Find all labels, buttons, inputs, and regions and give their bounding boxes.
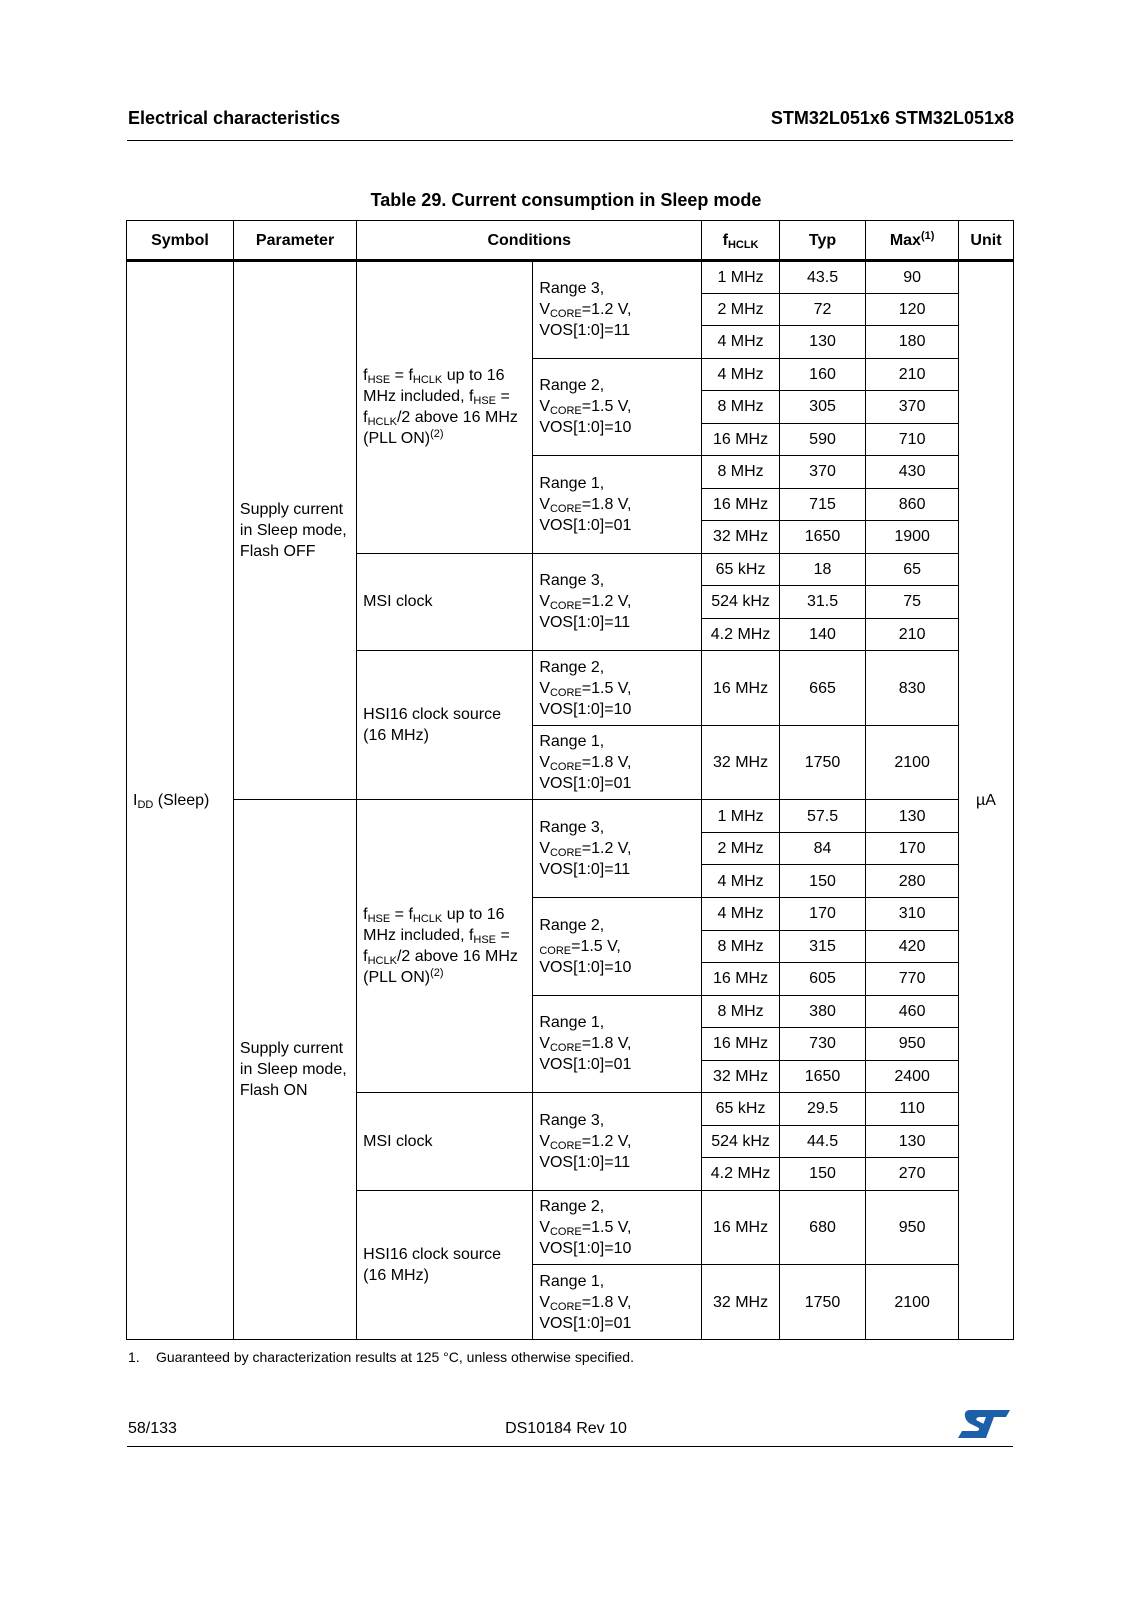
header-divider — [127, 140, 1013, 141]
typ-cell: 57.5 — [779, 800, 866, 833]
max-cell: 710 — [866, 423, 959, 456]
fhclk-cell: 1 MHz — [702, 800, 779, 833]
typ-cell: 130 — [779, 326, 866, 359]
typ-cell: 1650 — [779, 521, 866, 554]
range-condition-cell: Range 2, $V_{CORE}=1.5$ V, VOS[1:0]=10 — [533, 1190, 702, 1265]
max-cell: 830 — [866, 651, 959, 726]
typ-cell: 665 — [779, 651, 866, 726]
typ-cell: 43.5 — [779, 261, 866, 294]
clock-condition-cell: MSI clock — [357, 553, 533, 651]
table-body — [127, 261, 1014, 1340]
max-cell: 170 — [866, 832, 959, 865]
fhclk-cell: 16 MHz — [702, 488, 779, 521]
typ-cell: 29.5 — [779, 1093, 866, 1126]
max-cell: 1900 — [866, 521, 959, 554]
fhclk-cell: 524 kHz — [702, 1125, 779, 1158]
max-cell: 130 — [866, 1125, 959, 1158]
table-header-row — [127, 221, 1014, 261]
range-condition-cell: Range 1, $V_{CORE}=1.8$ V, VOS[1:0]=01 — [533, 725, 702, 800]
max-cell: 2400 — [866, 1060, 959, 1093]
fhclk-cell: 4 MHz — [702, 865, 779, 898]
max-cell: 120 — [866, 293, 959, 326]
range-condition-cell: Range 2, $V_{CORE}=1.5$ V, VOS[1:0]=10 — [533, 358, 702, 456]
max-cell: 420 — [866, 930, 959, 963]
max-cell: 950 — [866, 1190, 959, 1265]
current-consumption-table — [126, 220, 1014, 1340]
parameter-cell: Supply current in Sleep mode, Flash OFF — [233, 261, 356, 800]
fhclk-cell: 32 MHz — [702, 1060, 779, 1093]
typ-cell: 1750 — [779, 725, 866, 800]
fhclk-cell: 16 MHz — [702, 423, 779, 456]
fhclk-cell: 16 MHz — [702, 651, 779, 726]
typ-cell: 605 — [779, 963, 866, 996]
col-header-max: Max$^{(1)}$ — [866, 221, 959, 261]
max-cell: 180 — [866, 326, 959, 359]
header-section-title: Electrical characteristics — [128, 108, 341, 128]
typ-cell: 590 — [779, 423, 866, 456]
max-cell: 460 — [866, 995, 959, 1028]
document-id: DS10184 Rev 10 — [505, 1420, 627, 1437]
typ-cell: 160 — [779, 358, 866, 391]
max-cell: 430 — [866, 456, 959, 489]
typ-cell: 1750 — [779, 1265, 866, 1340]
max-cell: 270 — [866, 1158, 959, 1191]
fhclk-cell: 4 MHz — [702, 326, 779, 359]
symbol-cell: $I_{DD}$ (Sleep) — [127, 261, 234, 1340]
typ-cell: 72 — [779, 293, 866, 326]
fhclk-cell: 524 kHz — [702, 586, 779, 619]
max-cell: 210 — [866, 358, 959, 391]
max-cell: 860 — [866, 488, 959, 521]
range-condition-cell: Range 3, $V_{CORE}=1.2$ V, VOS[1:0]=11 — [533, 800, 702, 898]
typ-cell: 170 — [779, 897, 866, 930]
range-condition-cell: Range 1, $V_{CORE}=1.8$ V, VOS[1:0]=01 — [533, 995, 702, 1093]
page-number: 58/133 — [128, 1420, 177, 1437]
max-cell: 130 — [866, 800, 959, 833]
fhclk-cell: 4 MHz — [702, 897, 779, 930]
table-caption: Table 29. Current consumption in Sleep mode — [370, 190, 762, 210]
typ-cell: 84 — [779, 832, 866, 865]
typ-cell: 140 — [779, 618, 866, 651]
header-part-number: STM32L051x6 STM32L051x8 — [770, 108, 1014, 128]
typ-cell: 315 — [779, 930, 866, 963]
table-row — [127, 800, 1014, 833]
col-header-parameter: Parameter — [233, 221, 356, 261]
range-condition-cell: Range 1, $V_{CORE}=1.8$ V, VOS[1:0]=01 — [533, 456, 702, 554]
unit-cell: µA — [958, 261, 1013, 1340]
max-cell: 2100 — [866, 1265, 959, 1340]
fhclk-cell: 4.2 MHz — [702, 1158, 779, 1191]
fhclk-cell: 4.2 MHz — [702, 618, 779, 651]
range-condition-cell: Range 2, $_{CORE}$=1.5 V, VOS[1:0]=10 — [533, 897, 702, 995]
parameter-cell: Supply current in Sleep mode, Flash ON — [233, 800, 356, 1340]
range-condition-cell: Range 3, $V_{CORE}=1.2$ V, VOS[1:0]=11 — [533, 1093, 702, 1191]
clock-condition-cell: $f_{HSE} = f_{HCLK}$ up to 16 MHz included, $f_{HSE} = f_{HCLK}/2$ above 16 MHz (PLL ON)$^{(2)}$ — [357, 261, 533, 554]
typ-cell: 730 — [779, 1028, 866, 1061]
max-cell: 370 — [866, 391, 959, 424]
fhclk-cell: 16 MHz — [702, 1190, 779, 1265]
fhclk-cell: 32 MHz — [702, 521, 779, 554]
col-header-symbol: Symbol — [127, 221, 234, 261]
range-condition-cell: Range 2, $V_{CORE}=1.5$ V, VOS[1:0]=10 — [533, 651, 702, 726]
clock-condition-cell: HSI16 clock source (16 MHz) — [357, 651, 533, 800]
typ-cell: 150 — [779, 865, 866, 898]
col-header-fhclk: $f_{HCLK}$ — [702, 221, 779, 261]
col-header-typ: Typ — [779, 221, 866, 261]
typ-cell: 715 — [779, 488, 866, 521]
fhclk-cell: 8 MHz — [702, 456, 779, 489]
st-logo-icon — [956, 1408, 1012, 1440]
typ-cell: 380 — [779, 995, 866, 1028]
max-cell: 770 — [866, 963, 959, 996]
fhclk-cell: 16 MHz — [702, 1028, 779, 1061]
max-cell: 950 — [866, 1028, 959, 1061]
footer-divider — [127, 1446, 1013, 1447]
clock-condition-cell: MSI clock — [357, 1093, 533, 1191]
typ-cell: 18 — [779, 553, 866, 586]
typ-cell: 150 — [779, 1158, 866, 1191]
col-header-unit: Unit — [958, 221, 1013, 261]
fhclk-cell: 2 MHz — [702, 293, 779, 326]
fhclk-cell: 65 kHz — [702, 1093, 779, 1126]
typ-cell: 1650 — [779, 1060, 866, 1093]
col-header-conditions: Conditions — [357, 221, 702, 261]
fhclk-cell: 16 MHz — [702, 963, 779, 996]
typ-cell: 44.5 — [779, 1125, 866, 1158]
table-row — [127, 261, 1014, 294]
fhclk-cell: 8 MHz — [702, 995, 779, 1028]
max-cell: 90 — [866, 261, 959, 294]
range-condition-cell: Range 3, $V_{CORE}=1.2$ V, VOS[1:0]=11 — [533, 261, 702, 359]
range-condition-cell: Range 1, $V_{CORE}=1.8$ V, VOS[1:0]=01 — [533, 1265, 702, 1340]
typ-cell: 370 — [779, 456, 866, 489]
fhclk-cell: 8 MHz — [702, 391, 779, 424]
max-cell: 75 — [866, 586, 959, 619]
fhclk-cell: 4 MHz — [702, 358, 779, 391]
range-condition-cell: Range 3, $V_{CORE}=1.2$ V, VOS[1:0]=11 — [533, 553, 702, 651]
fhclk-cell: 32 MHz — [702, 725, 779, 800]
fhclk-cell: 2 MHz — [702, 832, 779, 865]
max-cell: 210 — [866, 618, 959, 651]
max-cell: 2100 — [866, 725, 959, 800]
clock-condition-cell: $f_{HSE} = f_{HCLK}$ up to 16 MHz included, $f_{HSE} = f_{HCLK}/2$ above 16 MHz (PLL ON)$^{(2)}$ — [357, 800, 533, 1093]
typ-cell: 305 — [779, 391, 866, 424]
max-cell: 65 — [866, 553, 959, 586]
clock-condition-cell: HSI16 clock source (16 MHz) — [357, 1190, 533, 1339]
fhclk-cell: 32 MHz — [702, 1265, 779, 1340]
fhclk-cell: 8 MHz — [702, 930, 779, 963]
max-cell: 280 — [866, 865, 959, 898]
typ-cell: 31.5 — [779, 586, 866, 619]
max-cell: 110 — [866, 1093, 959, 1126]
fhclk-cell: 65 kHz — [702, 553, 779, 586]
footnote-text: Guaranteed by characterization results at 125 °C, unless otherwise specified. — [156, 1349, 634, 1365]
footnote-number: 1. — [128, 1349, 140, 1365]
footnote — [128, 1349, 634, 1365]
fhclk-cell: 1 MHz — [702, 261, 779, 294]
typ-cell: 680 — [779, 1190, 866, 1265]
max-cell: 310 — [866, 897, 959, 930]
